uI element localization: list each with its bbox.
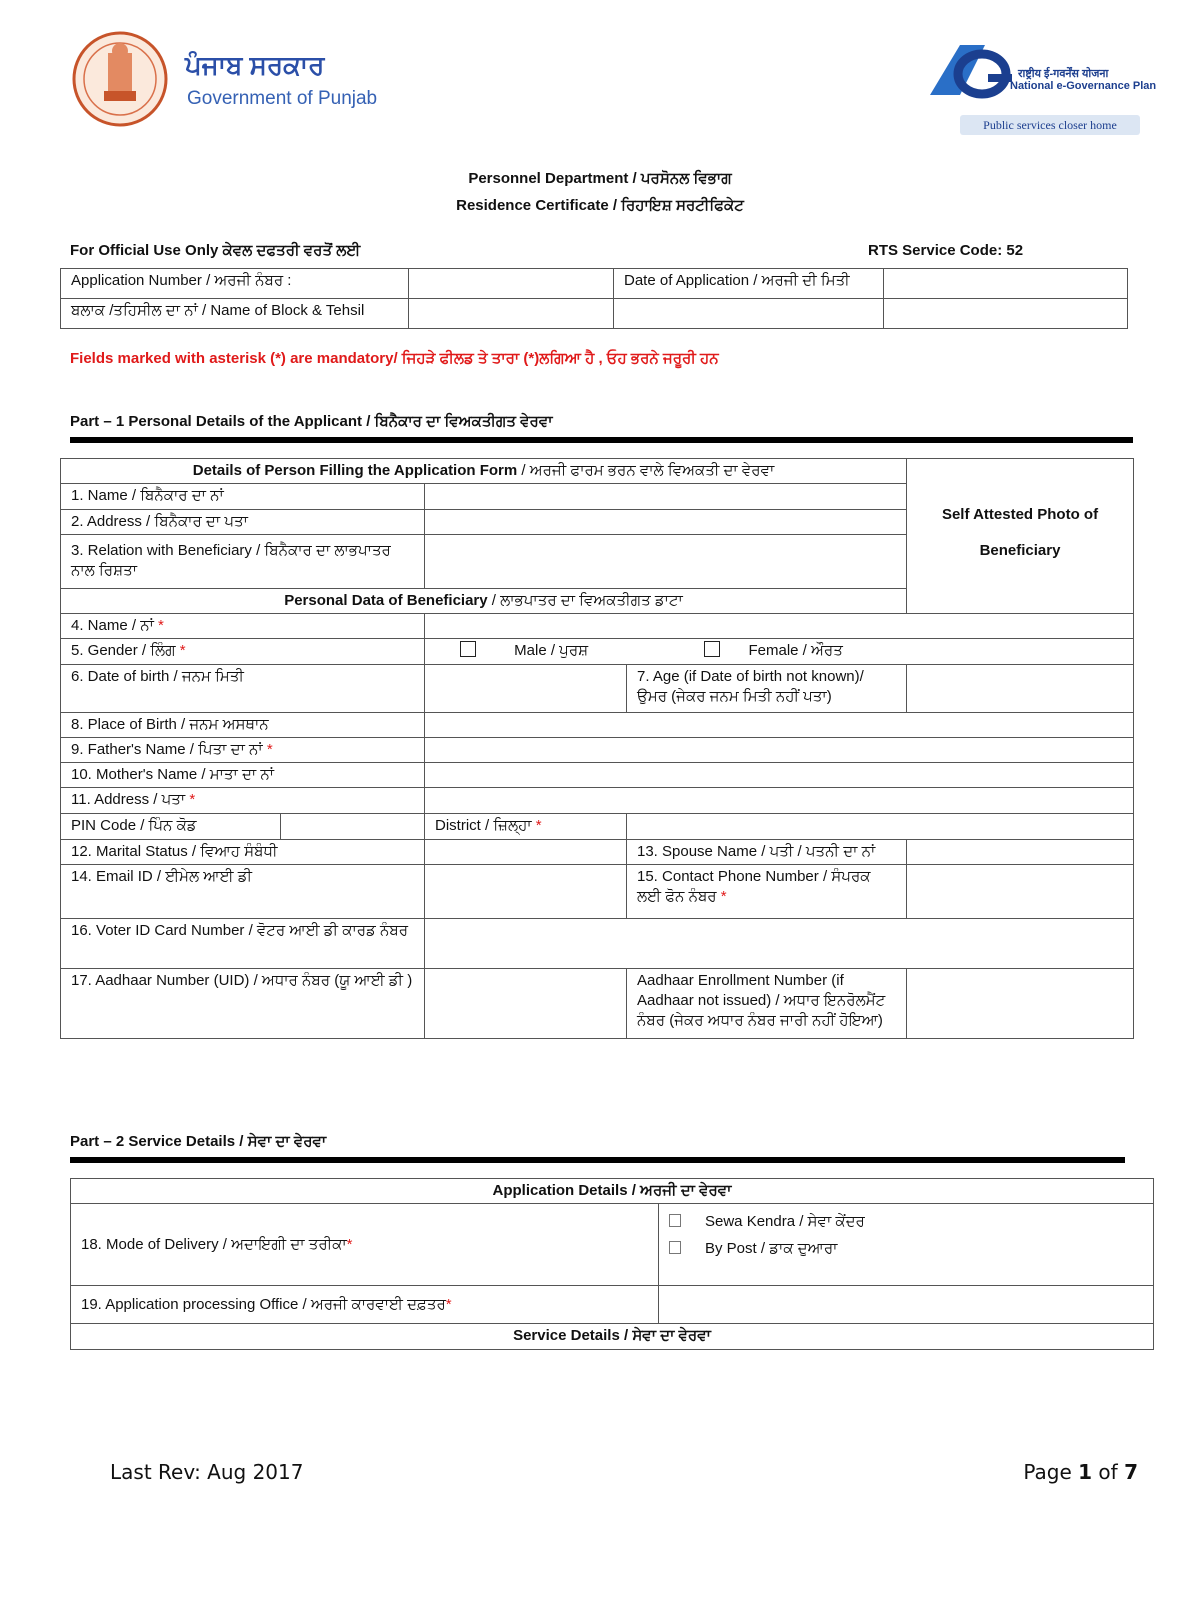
email-field[interactable] [425, 864, 627, 918]
block-tehsil-label: ਬਲਾਕ /ਤਹਿਸੀਲ ਦਾ ਨਾਂ / Name of Block & Tehsil [61, 299, 409, 329]
official-use-table [60, 268, 1128, 329]
age-field[interactable] [907, 664, 1134, 712]
block-tehsil-field[interactable] [409, 299, 614, 329]
rts-service-code: RTS Service Code: 52 [868, 242, 1024, 259]
certificate-title: Residence Certificate / ਰਿਹਾਇਸ਼ ਸਰਟੀਫਿਕੇਟ [456, 197, 744, 214]
address-field[interactable] [425, 788, 1134, 813]
email-label: 14. Email ID / ਈਮੇਲ ਆਈ ਡੀ [61, 864, 425, 918]
mother-name-field[interactable] [425, 763, 1134, 788]
gender-label: 5. Gender / ਲਿੰਗ * [61, 639, 425, 664]
part1-divider [70, 437, 1133, 443]
by-post-label: By Post / ਡਾਕ ਦੁਆਰਾ [705, 1240, 838, 1258]
spouse-name-label: 13. Spouse Name / ਪਤੀ / ਪਤਨੀ ਦਾ ਨਾਂ [627, 839, 907, 864]
mode-of-delivery-label: 18. Mode of Delivery / ਅਦਾਇਗੀ ਦਾ ਤਰੀਕਾ* [71, 1204, 659, 1286]
dob-label: 6. Date of birth / ਜਨਮ ਮਿਤੀ [61, 664, 425, 712]
spouse-name-field[interactable] [907, 839, 1134, 864]
mandatory-note: Fields marked with asterisk (*) are mandatory/ ਜਿਹੜੇ ਫੀਲਡ ਤੇ ਤਾਰਾ (*)ਲਗਿਆ ਹੈ , ਓਹ ਭਰਨੇ ਜਰੂਰੀ ਹਨ [70, 350, 719, 367]
by-post-checkbox[interactable] [669, 1241, 681, 1254]
last-revision: Last Rev: Aug 2017 [110, 1460, 304, 1484]
application-number-label: Application Number / ਅਰਜੀ ਨੰਬਰ : [61, 269, 409, 299]
age-label: 7. Age (if Date of birth not known)/ ਉਮਰ (ਜੇਕਰ ਜਨਮ ਮਿਤੀ ਨਹੀਂ ਪਤਾ) [627, 664, 907, 712]
place-of-birth-label: 8. Place of Birth / ਜਨਮ ਅਸਥਾਨ [61, 712, 425, 737]
application-details-heading: Application Details / ਅਰਜੀ ਦਾ ਵੇਰਵਾ [71, 1179, 1154, 1204]
female-label: Female / ਔਰਤ [748, 642, 843, 660]
page-number: Page 1 of 7 [1023, 1460, 1138, 1484]
phone-field[interactable] [907, 864, 1134, 918]
date-of-application-field[interactable] [884, 269, 1128, 299]
filler-name-field[interactable] [425, 484, 907, 509]
district-label: District / ਜ਼ਿਲ੍ਹਾ * [425, 813, 627, 839]
egov-title-english: National e-Governance Plan [1010, 80, 1157, 92]
pin-code-label: PIN Code / ਪਿੰਨ ਕੋਡ [61, 813, 281, 839]
personal-data-heading: Personal Data of Beneficiary / ਲਾਭਪਾਤਰ ਦਾ ਵਿਅਕਤੀਗਤ ਡਾਟਾ [61, 588, 907, 613]
aadhaar-enrollment-label: Aadhaar Enrollment Number (if Aadhaar not issued) / ਅਧਾਰ ਇਨਰੋਲਮੈਂਟ ਨੰਬਰ (ਜੇਕਰ ਅਧਾਰ ਨੰਬਰ ਜਾਰੀ ਨਹੀਂ ਹੋਇਆ) [627, 968, 907, 1038]
processing-office-field[interactable] [659, 1286, 1154, 1324]
father-name-label: 9. Father's Name / ਪਿਤਾ ਦਾ ਨਾਂ * [61, 737, 425, 762]
filler-address-label: 2. Address / ਬਿਨੈਕਾਰ ਦਾ ਪਤਾ [61, 509, 425, 534]
egov-tagline: Public services closer home [960, 115, 1140, 135]
filler-name-label: 1. Name / ਬਿਨੈਕਾਰ ਦਾ ਨਾਂ [61, 484, 425, 509]
address-label: 11. Address / ਪਤਾ * [61, 788, 425, 813]
egov-title-hindi: राष्ट्रीय ई-गवर्नेंस योजना [1018, 68, 1109, 80]
aadhaar-enrollment-field[interactable] [907, 968, 1134, 1038]
filler-address-field[interactable] [425, 509, 907, 534]
filler-heading: Details of Person Filling the Application Form / ਅਰਜੀ ਫਾਰਮ ਭਰਨ ਵਾਲੇ ਵਿਅਕਤੀ ਦਾ ਵੇਰਵਾ [61, 459, 907, 484]
mother-name-label: 10. Mother's Name / ਮਾਤਾ ਦਾ ਨਾਂ [61, 763, 425, 788]
gov-title-punjabi: ਪੰਜਾਬ ਸਰਕਾਰ [185, 50, 325, 80]
relation-field[interactable] [425, 534, 907, 588]
date-of-application-label: Date of Application / ਅਰਜੀ ਦੀ ਮਿਤੀ [614, 269, 884, 299]
voter-id-field[interactable] [425, 918, 1134, 968]
female-checkbox[interactable] [704, 641, 720, 657]
processing-office-label: 19. Application processing Office / ਅਰਜੀ ਕਾਰਵਾਈ ਦਫ਼ਤਰ* [71, 1286, 659, 1324]
photo-label-line2: Beneficiary [979, 542, 1061, 559]
sewa-kendra-label: Sewa Kendra / ਸੇਵਾ ਕੇਂਦਰ [705, 1213, 865, 1231]
part1-heading: Part – 1 Personal Details of the Applicant / ਬਿਨੈਕਾਰ ਦਾ ਵਿਅਕਤੀਗਤ ਵੇਰਵਾ [70, 413, 553, 430]
application-number-field[interactable] [409, 269, 614, 299]
photo-label-line1: Self Attested Photo of [941, 506, 1099, 523]
relation-label: 3. Relation with Beneficiary / ਬਿਨੈਕਾਰ ਦਾ ਲਾਭਪਾਤਰ ਨਾਲ ਰਿਸ਼ਤਾ [61, 534, 425, 588]
beneficiary-name-label: 4. Name / ਨਾਂ * [61, 614, 425, 639]
dob-field[interactable] [425, 664, 627, 712]
egov-logo [930, 40, 1020, 102]
marital-status-label: 12. Marital Status / ਵਿਆਹ ਸੰਬੰਧੀ [61, 839, 425, 864]
place-of-birth-field[interactable] [425, 712, 1134, 737]
part2-heading: Part – 2 Service Details / ਸੇਵਾ ਦਾ ਵੇਰਵਾ [70, 1133, 327, 1150]
marital-status-field[interactable] [425, 839, 627, 864]
part2-divider [70, 1157, 1125, 1163]
father-name-field[interactable] [425, 737, 1134, 762]
photo-box[interactable] [907, 459, 1134, 614]
official-blank-cell [884, 299, 1128, 329]
voter-id-label: 16. Voter ID Card Number / ਵੋਟਰ ਆਈ ਡੀ ਕਾਰਡ ਨੰਬਰ [61, 918, 425, 968]
male-label: Male / ਪੁਰਸ਼ [514, 642, 589, 660]
gov-title-english: Government of Punjab [187, 88, 378, 109]
mode-of-delivery-options [659, 1204, 1154, 1286]
sewa-kendra-checkbox[interactable] [669, 1214, 681, 1227]
aadhaar-field[interactable] [425, 968, 627, 1038]
department-title: Personnel Department / ਪਰਸੋਨਲ ਵਿਭਾਗ [468, 170, 732, 187]
beneficiary-name-field[interactable] [425, 614, 1134, 639]
personal-details-table [60, 458, 1134, 1039]
pin-code-field[interactable] [281, 813, 425, 839]
male-checkbox[interactable] [460, 641, 476, 657]
service-details-table [70, 1178, 1154, 1350]
service-details-heading: Service Details / ਸੇਵਾ ਦਾ ਵੇਰਵਾ [71, 1324, 1154, 1349]
phone-label: 15. Contact Phone Number / ਸੰਪਰਕ ਲਈ ਫੋਨ ਨੰਬਰ * [627, 864, 907, 918]
punjab-emblem-logo [70, 25, 170, 137]
official-blank-cell [614, 299, 884, 329]
official-use-heading: For Official Use Only ਕੇਵਲ ਦਫਤਰੀ ਵਰਤੋਂ ਲਈ [70, 242, 361, 259]
district-field[interactable] [627, 813, 1134, 839]
gender-options [425, 639, 1134, 664]
aadhaar-label: 17. Aadhaar Number (UID) / ਅਧਾਰ ਨੰਬਰ (ਯੂ ਆਈ ਡੀ ) [61, 968, 425, 1038]
